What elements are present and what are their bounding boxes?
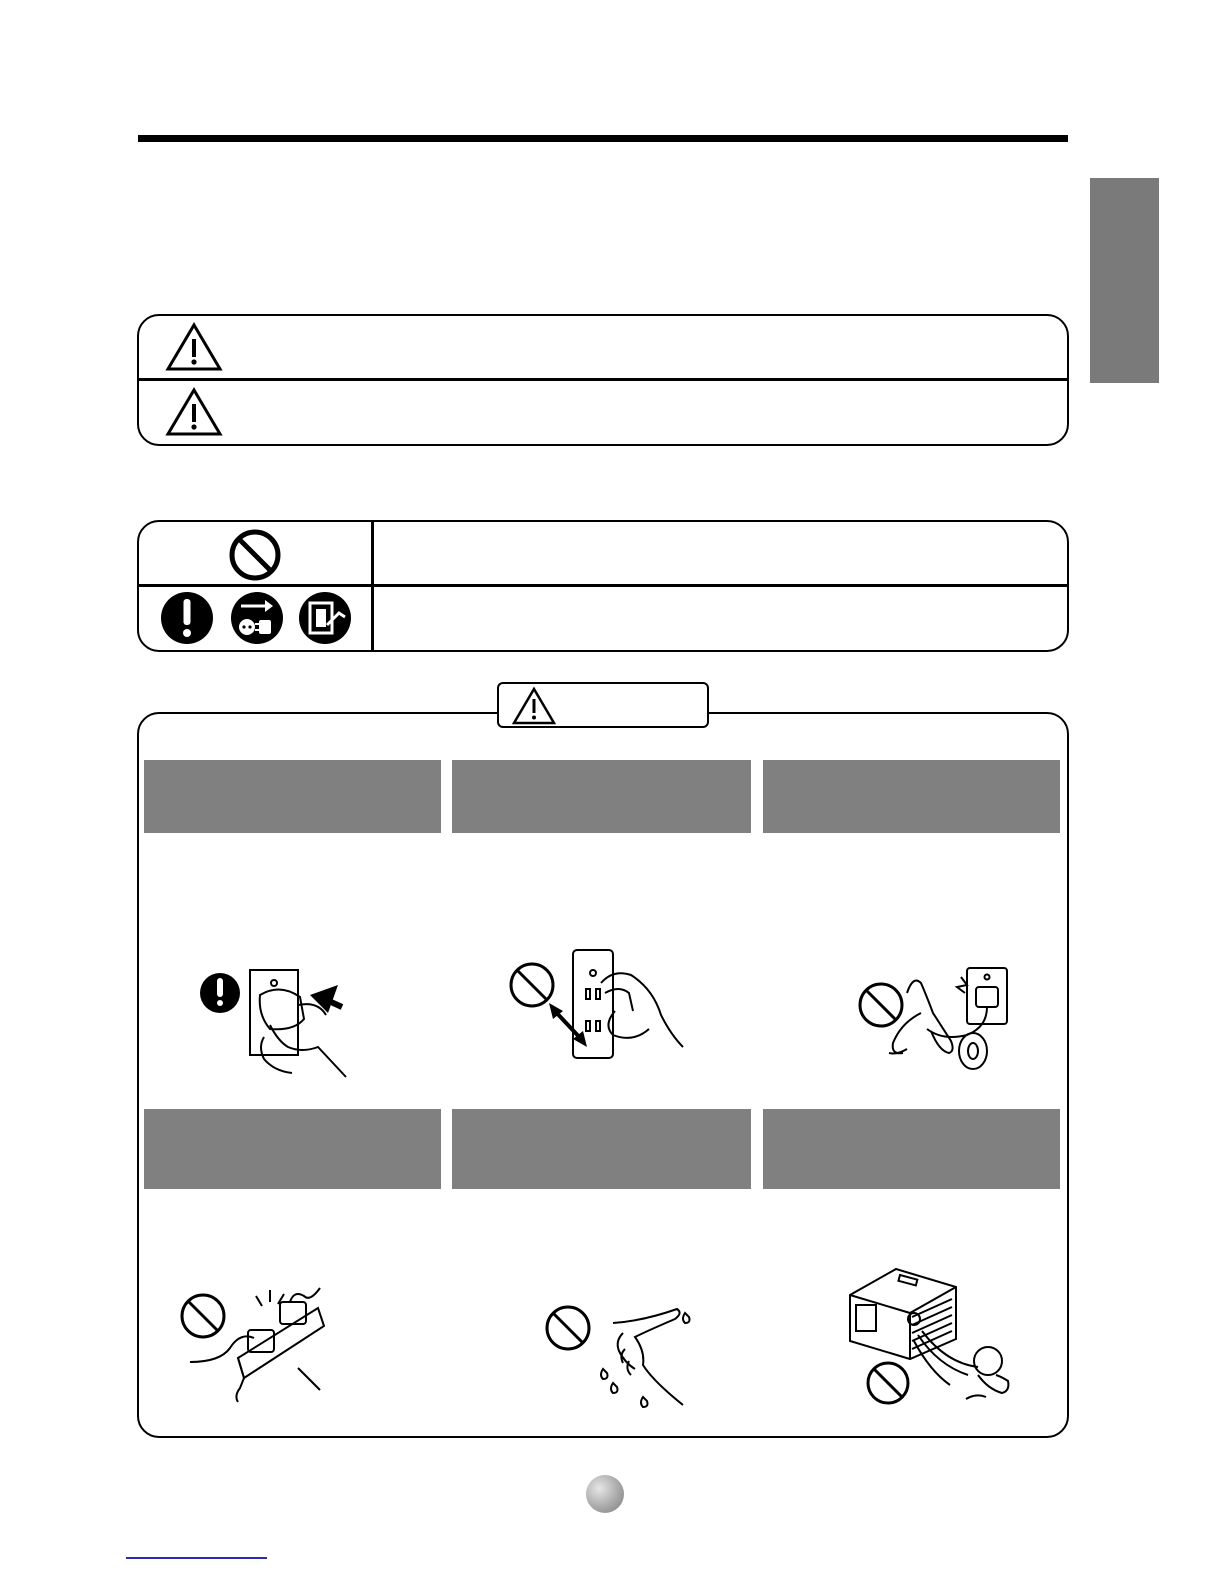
item-header-bar: [452, 1109, 751, 1189]
row-divider: [139, 584, 1067, 587]
pull-cord-illustration: [505, 945, 690, 1065]
top-rule: [138, 135, 1068, 142]
section-tab: [1090, 178, 1159, 383]
warning-section-label: [497, 682, 709, 728]
warning-triangle-icon: [511, 686, 557, 726]
column-divider: [371, 522, 374, 650]
mandatory-icon: [159, 589, 215, 647]
damage-cord-illustration: [855, 963, 1030, 1071]
insert-plug-illustration: [198, 965, 358, 1080]
footer-link-underline[interactable]: [126, 1557, 267, 1559]
item-header-bar: [763, 760, 1060, 833]
switch-off-icon: [297, 589, 353, 647]
item-header-bar: [144, 760, 441, 833]
page-number-marker: [586, 1475, 624, 1513]
wet-hands-illustration: [543, 1303, 701, 1413]
symbol-legend-box: [137, 520, 1069, 652]
airflow-child-illustration: [848, 1265, 1018, 1407]
unplug-icon: [229, 589, 285, 647]
item-header-bar: [144, 1109, 441, 1189]
caution-triangle-icon: [165, 387, 223, 437]
row-divider: [139, 378, 1067, 381]
severity-definition-box: [137, 314, 1069, 446]
item-header-bar: [763, 1109, 1060, 1189]
prohibited-icon: [228, 528, 282, 582]
warning-triangle-icon: [165, 322, 223, 372]
item-header-bar: [452, 760, 751, 833]
overload-outlet-illustration: [178, 1278, 328, 1403]
